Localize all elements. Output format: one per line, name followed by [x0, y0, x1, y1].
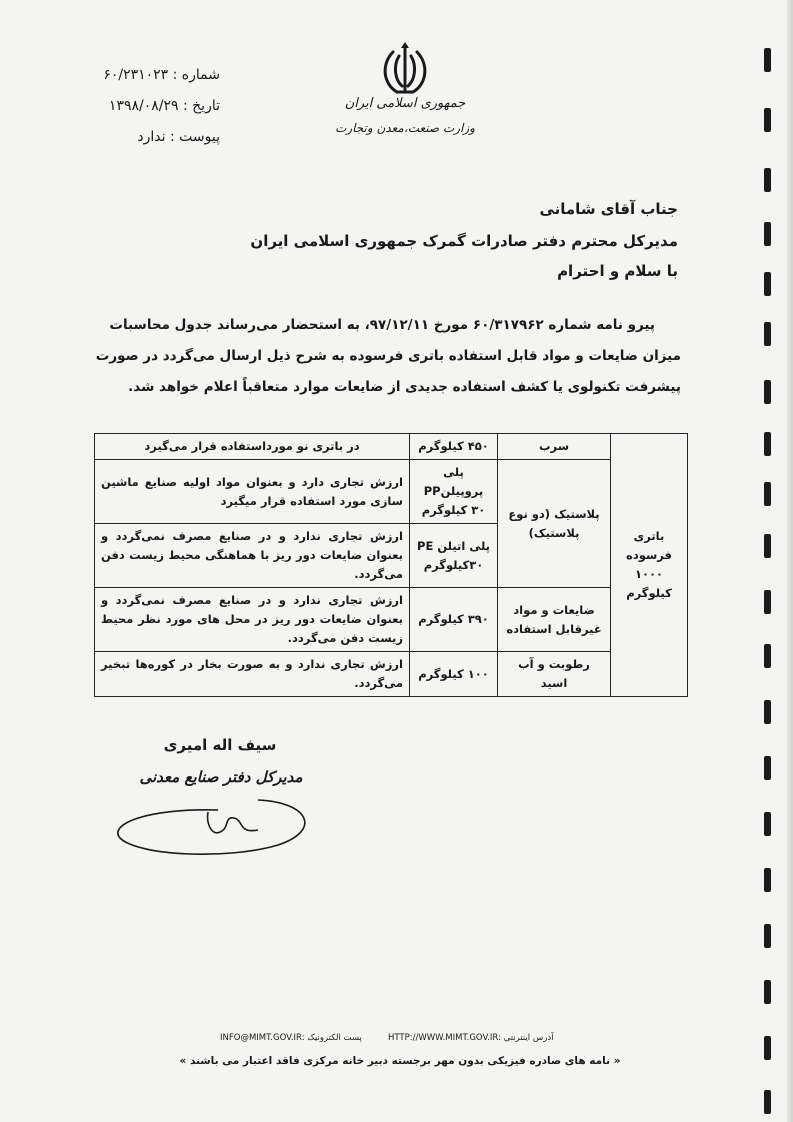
addressee-name: جناب آقای شامانی: [539, 200, 678, 218]
binder-mark: [764, 48, 771, 72]
moisture-label-cell: رطوبت و آب اسید: [498, 652, 611, 697]
pp-qty-cell: پلی پروپیلنPP ۳۰ کیلوگرم: [410, 460, 498, 524]
binder-mark: [764, 1090, 771, 1114]
page-edge: [787, 0, 793, 1122]
table-row: [95, 434, 688, 460]
letter-number: شماره : ۶۰/۲۳۱۰۲۳: [103, 67, 220, 83]
waste-qty-cell: ۳۹۰ کیلوگرم: [410, 588, 498, 652]
signature-scribble: [108, 790, 318, 860]
binder-mark: [764, 924, 771, 948]
greeting: با سلام و احترام: [557, 262, 678, 280]
table-row: [95, 652, 688, 697]
battery-cell: باتری فرسوده ۱۰۰۰ کیلوگرم: [611, 434, 688, 697]
iran-emblem-icon: [375, 38, 435, 98]
binder-mark: [764, 700, 771, 724]
table-row: [95, 588, 688, 652]
waste-desc-cell: ارزش تجاری ندارد و در صنایع مصرف نمی‌گردد و بعنوان ضایعات دور ریز در محل های مورد نظر محیط زیست دفن می‌گردد.: [95, 588, 410, 652]
binder-mark: [764, 482, 771, 506]
lead-label-cell: سرب: [498, 434, 611, 460]
signer-title: مدیرکل دفتر صنایع معدنی: [139, 768, 303, 786]
pp-desc-cell: ارزش تجاری دارد و بعنوان مواد اولیه صنایع ماشین سازی مورد استفاده قرار میگیرد: [95, 460, 410, 524]
footer-notice: « نامه های صادره فیزیکی بدون مهر برجسته دبیر خانه مرکزی فاقد اعتبار می باشند »: [179, 1055, 621, 1067]
binder-mark: [764, 322, 771, 346]
addressee-title: مدیرکل محترم دفتر صادرات گمرک جمهوری اسلامی ایران: [250, 232, 678, 250]
letter-attachment: پیوست : ندارد: [137, 129, 220, 145]
letter-date: تاریخ : ۱۳۹۸/۰۸/۲۹: [108, 98, 220, 114]
moisture-qty-cell: ۱۰۰ کیلوگرم: [410, 652, 498, 697]
binder-mark: [764, 534, 771, 558]
binder-mark: [764, 980, 771, 1004]
table-row: [95, 460, 688, 524]
waste-label-cell: ضایعات و مواد غیرقابل استفاده: [498, 588, 611, 652]
footer-website: HTTP://WWW.MIMT.GOV.IR: آدرس اینترنتی: [388, 1033, 554, 1043]
lead-qty-cell: ۴۵۰ کیلوگرم: [410, 434, 498, 460]
binder-mark: [764, 644, 771, 668]
footer-email: INFO@MIMT.GOV.IR: پست الکترونیک: [220, 1033, 362, 1043]
ministry-name: [330, 96, 480, 135]
binder-mark: [764, 380, 771, 404]
binder-mark: [764, 432, 771, 456]
pe-desc-cell: ارزش تجاری ندارد و در صنایع مصرف نمی‌گردد و بعنوان ضایعات دور ریز با هماهنگی محیط زیست دفن می‌گردد.: [95, 524, 410, 588]
binder-mark: [764, 868, 771, 892]
binder-mark: [764, 756, 771, 780]
pe-qty-cell: پلی اتیلن PE ۳۰کیلوگرم: [410, 524, 498, 588]
binder-mark: [764, 272, 771, 296]
binder-mark: [764, 590, 771, 614]
binder-mark: [764, 108, 771, 132]
moisture-desc-cell: ارزش تجاری ندارد و به صورت بخار در کوره‌ها تبخیر می‌گردد.: [95, 652, 410, 697]
body-paragraph: پیرو نامه شماره ۶۰/۳۱۷۹۶۲ مورخ ۹۷/۱۲/۱۱، به استحضار می‌رساند جدول محاسبات میزان ضایعات و مواد قابل استفاده باتری فرسوده به شرح ذیل ارسال می‌گردد در صورت پیشرفت تکنولوی یا کشف استفاده جدیدی از ضایعات موارد متعاقباً اعلام خواهد شد.: [95, 317, 681, 395]
country-name: جمهوری اسلامی ایران: [344, 96, 466, 111]
binder-mark: [764, 168, 771, 192]
ministry-title: وزارت صنعت،معدن وتجارت: [335, 121, 475, 135]
binder-mark: [764, 812, 771, 836]
battery-composition-table: [94, 433, 688, 697]
signer-name: سیف اله امیری: [163, 736, 277, 754]
binder-mark: [764, 222, 771, 246]
plastic-label-cell: پلاستیک (دو نوع پلاستیک): [498, 460, 611, 588]
lead-desc-cell: در باتری نو مورداستفاده قرار می‌گیرد: [95, 434, 410, 460]
binder-mark: [764, 1036, 771, 1060]
addressee: [158, 193, 678, 257]
letter-meta: [70, 60, 220, 153]
